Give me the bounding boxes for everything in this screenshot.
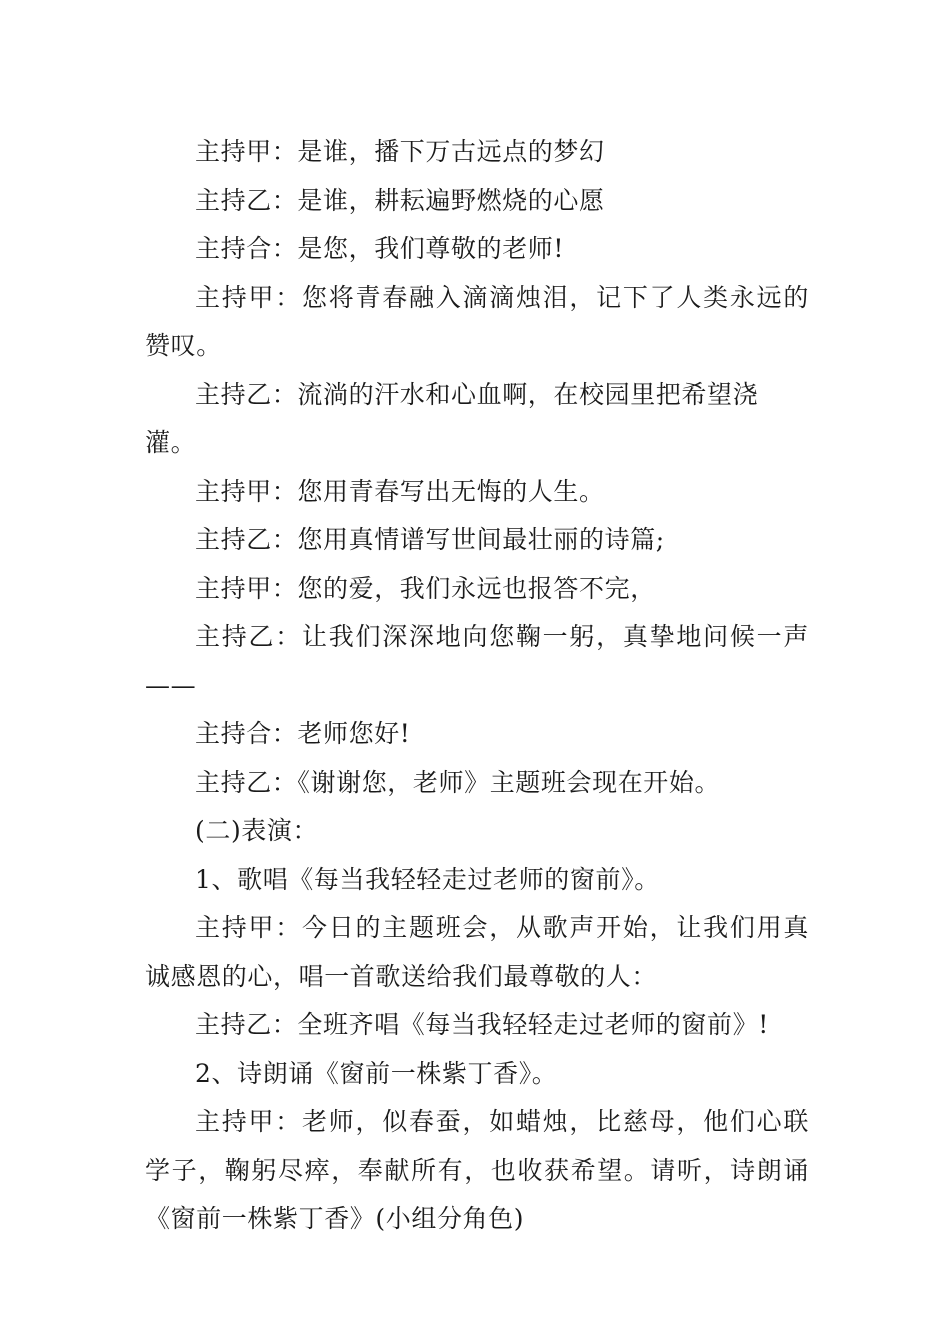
paragraph-host-a-line-2: 主持甲：您将青春融入滴滴烛泪，记下了人类永远的赞叹。: [145, 282, 809, 360]
paragraph-host-b-line-6: 主持乙：全班齐唱《每当我轻轻走过老师的窗前》!: [195, 1010, 769, 1039]
paragraph-host-a-line-3: 主持甲：您用青春写出无悔的人生。: [195, 476, 605, 506]
document-body: [145, 128, 809, 1244]
paragraph-host-a-line-5: 主持甲：今日的主题班会，从歌声开始，让我们用真诚感恩的心，唱一首歌送给我们最尊敬的人：: [145, 913, 809, 991]
program-item-1: 1、歌唱《每当我轻轻走过老师的窗前》。: [195, 864, 660, 894]
paragraph-host-a-line-4: 主持甲：您的爱，我们永远也报答不完，: [195, 573, 656, 603]
paragraph-host-b-line-2: 主持乙：流淌的汗水和心血啊，在校园里把希望浇灌。: [145, 379, 759, 457]
paragraph-host-b-line-5: 主持乙：《谢谢您，老师》主题班会现在开始。: [195, 767, 721, 797]
paragraph-host-together-line-1: 主持合：是您，我们尊敬的老师!: [195, 234, 565, 263]
program-item-2: 2、诗朗诵《窗前一株紫丁香》。: [195, 1058, 558, 1088]
paragraph-host-b-line-4: 主持乙：让我们深深地向您鞠一躬，真挚地问候一声——: [145, 622, 809, 700]
paragraph-host-together-line-2: 主持合：老师您好!: [195, 719, 411, 748]
paragraph-host-a-line-1: 主持甲：是谁，播下万古远点的梦幻: [195, 137, 605, 166]
paragraph-host-b-line-3: 主持乙：您用真情谱写世间最壮丽的诗篇;: [195, 525, 665, 554]
paragraph-host-b-line-1: 主持乙：是谁，耕耘遍野燃烧的心愿: [195, 185, 605, 215]
section-heading-performance: (二)表演：: [195, 816, 319, 845]
paragraph-host-a-line-6: 主持甲：老师，似春蚕，如蜡烛，比慈母，他们心联学子，鞠躬尽瘁，奉献所有，也收获希望。请听，诗朗诵《窗前一株紫丁香》(小组分角色): [145, 1107, 809, 1233]
